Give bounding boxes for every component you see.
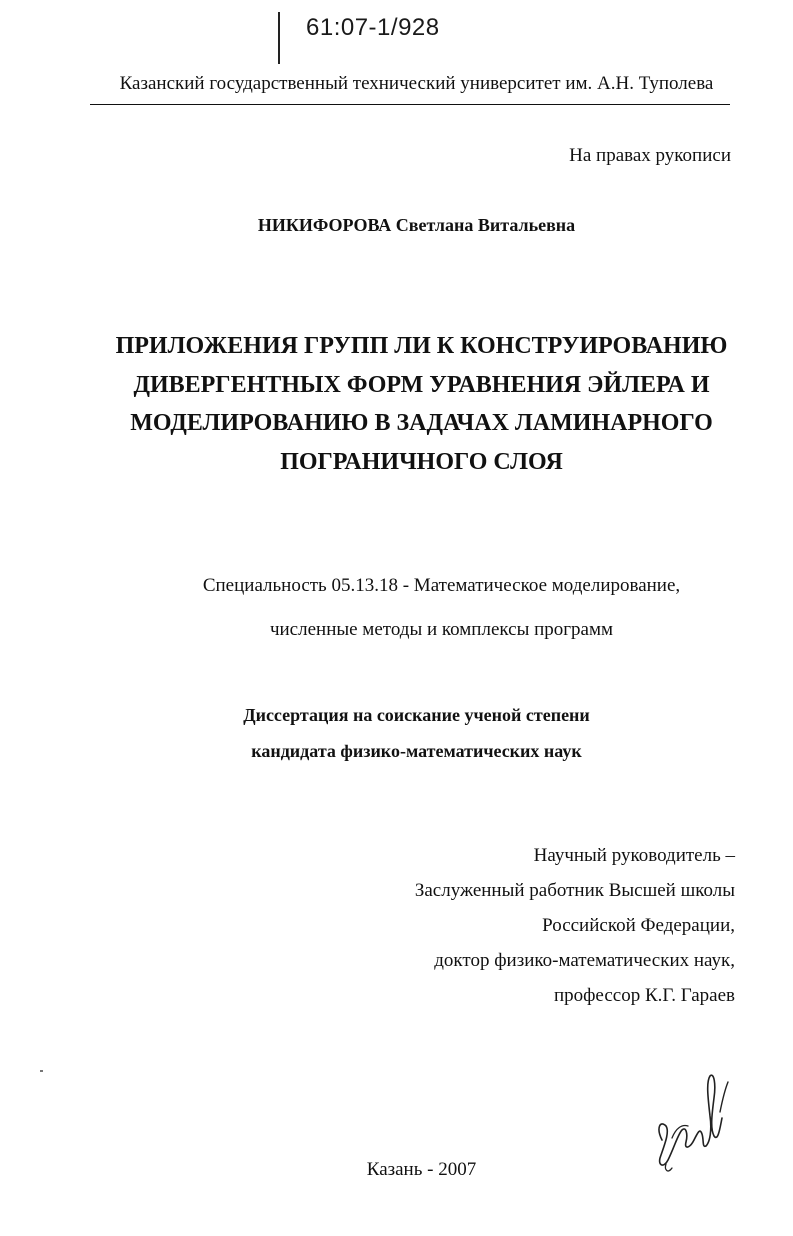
adviser-line: профессор К.Г. Гараев <box>553 985 735 1006</box>
specialty-line-2: численные методы и комплексы программ <box>269 619 614 640</box>
dissertation-title <box>0 327 793 481</box>
adviser-line: Научный руководитель – <box>533 845 735 866</box>
title-line: ПОГРАНИЧНОГО СЛОЯ <box>280 448 563 475</box>
header-divider <box>90 104 730 105</box>
title-line: МОДЕЛИРОВАНИЮ В ЗАДАЧАХ ЛАМИНАРНОГО <box>130 410 713 436</box>
scan-speck <box>40 1070 43 1072</box>
stamp-bar <box>278 12 280 64</box>
specialty-line-1: Специальность 05.13.18 - Математическое моделирование, <box>202 575 681 596</box>
degree-statement <box>0 697 793 769</box>
degree-line-2: кандидата физико-математических наук <box>251 741 582 761</box>
adviser-line: Российской Федерации, <box>542 915 735 936</box>
degree-line-1: Диссертация на соискание ученой степени <box>243 705 590 725</box>
title-line: ПРИЛОЖЕНИЯ ГРУПП ЛИ К КОНСТРУИРОВАНИЮ <box>115 333 728 359</box>
rights-note: На правах рукописи <box>569 145 731 166</box>
title-line: ДИВЕРГЕНТНЫХ ФОРМ УРАВНЕНИЯ ЭЙЛЕРА И <box>133 371 710 398</box>
scientific-adviser <box>415 838 735 1013</box>
catalog-code: 61:07-1/928 <box>306 14 440 41</box>
author-name: НИКИФОРОВА Светлана Витальевна <box>257 215 576 235</box>
adviser-line: доктор физико-математических наук, <box>434 950 735 971</box>
adviser-line: Заслуженный работник Высшей школы <box>414 880 735 901</box>
city-year: Казань - 2007 <box>366 1159 477 1180</box>
university-name: Казанский государственный технический университет им. А.Н. Туполева <box>119 73 714 94</box>
